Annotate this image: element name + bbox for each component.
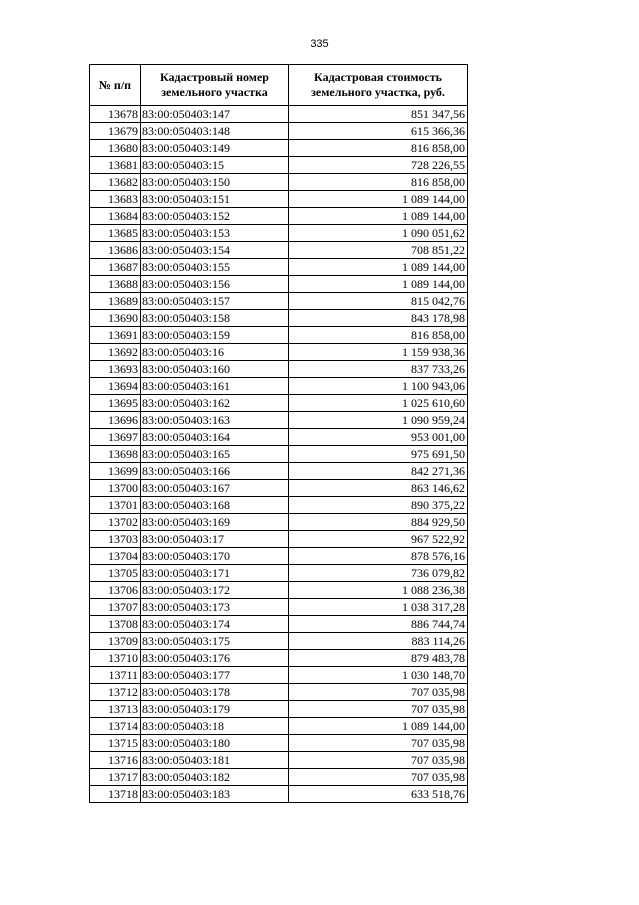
cadastral-number: 83:00:050403:162 — [141, 395, 289, 412]
table-row — [90, 395, 468, 412]
table-row — [90, 259, 468, 276]
row-number: 13690 — [90, 310, 141, 327]
cadastral-value: 890 375,22 — [289, 497, 468, 514]
cadastral-value: 1 089 144,00 — [289, 208, 468, 225]
cadastral-value: 736 079,82 — [289, 565, 468, 582]
row-number: 13697 — [90, 429, 141, 446]
cadastral-number: 83:00:050403:18 — [141, 718, 289, 735]
row-number: 13712 — [90, 684, 141, 701]
table-row — [90, 327, 468, 344]
table-row — [90, 497, 468, 514]
table-row — [90, 684, 468, 701]
cadastral-number: 83:00:050403:176 — [141, 650, 289, 667]
cadastral-number: 83:00:050403:179 — [141, 701, 289, 718]
row-number: 13695 — [90, 395, 141, 412]
cadastral-number: 83:00:050403:149 — [141, 140, 289, 157]
cadastral-number: 83:00:050403:171 — [141, 565, 289, 582]
cadastral-value: 1 089 144,00 — [289, 191, 468, 208]
cadastral-number: 83:00:050403:181 — [141, 752, 289, 769]
cadastral-value: 1 090 051,62 — [289, 225, 468, 242]
cadastral-value: 863 146,62 — [289, 480, 468, 497]
cadastral-value: 708 851,22 — [289, 242, 468, 259]
row-number: 13678 — [90, 106, 141, 123]
cadastral-number: 83:00:050403:177 — [141, 667, 289, 684]
row-number: 13696 — [90, 412, 141, 429]
table-row — [90, 463, 468, 480]
table-row — [90, 276, 468, 293]
row-number: 13701 — [90, 497, 141, 514]
cadastral-value: 837 733,26 — [289, 361, 468, 378]
table-row — [90, 514, 468, 531]
cadastral-number: 83:00:050403:166 — [141, 463, 289, 480]
row-number: 13683 — [90, 191, 141, 208]
cadastral-value: 883 114,26 — [289, 633, 468, 650]
cadastral-number: 83:00:050403:148 — [141, 123, 289, 140]
table-row — [90, 106, 468, 123]
row-number: 13692 — [90, 344, 141, 361]
row-number: 13689 — [90, 293, 141, 310]
table-row — [90, 667, 468, 684]
table-row — [90, 565, 468, 582]
cadastral-number: 83:00:050403:155 — [141, 259, 289, 276]
table-row — [90, 616, 468, 633]
cadastral-table — [89, 64, 468, 803]
row-number: 13703 — [90, 531, 141, 548]
cadastral-value: 728 226,55 — [289, 157, 468, 174]
cadastral-value: 953 001,00 — [289, 429, 468, 446]
cadastral-value: 707 035,98 — [289, 752, 468, 769]
cadastral-value: 1 100 943,06 — [289, 378, 468, 395]
cadastral-value: 1 025 610,60 — [289, 395, 468, 412]
header-cadastral-value: Кадастровая стоимость земельного участка, руб. — [289, 65, 468, 106]
cadastral-value: 707 035,98 — [289, 684, 468, 701]
cadastral-value: 1 089 144,00 — [289, 259, 468, 276]
cadastral-number: 83:00:050403:163 — [141, 412, 289, 429]
cadastral-number: 83:00:050403:183 — [141, 786, 289, 803]
table-row — [90, 718, 468, 735]
cadastral-number: 83:00:050403:150 — [141, 174, 289, 191]
row-number: 13707 — [90, 599, 141, 616]
table-row — [90, 480, 468, 497]
table-row — [90, 412, 468, 429]
table-row — [90, 633, 468, 650]
table-header-row — [90, 65, 468, 106]
row-number: 13704 — [90, 548, 141, 565]
cadastral-value: 1 159 938,36 — [289, 344, 468, 361]
row-number: 13700 — [90, 480, 141, 497]
cadastral-value: 842 271,36 — [289, 463, 468, 480]
cadastral-number: 83:00:050403:173 — [141, 599, 289, 616]
cadastral-value: 878 576,16 — [289, 548, 468, 565]
table-row — [90, 140, 468, 157]
table-row — [90, 531, 468, 548]
table-row — [90, 548, 468, 565]
cadastral-number: 83:00:050403:161 — [141, 378, 289, 395]
cadastral-value: 633 518,76 — [289, 786, 468, 803]
table-row — [90, 310, 468, 327]
cadastral-value: 851 347,56 — [289, 106, 468, 123]
cadastral-number: 83:00:050403:167 — [141, 480, 289, 497]
table-row — [90, 446, 468, 463]
row-number: 13713 — [90, 701, 141, 718]
cadastral-number: 83:00:050403:174 — [141, 616, 289, 633]
row-number: 13711 — [90, 667, 141, 684]
table-row — [90, 378, 468, 395]
row-number: 13717 — [90, 769, 141, 786]
cadastral-number: 83:00:050403:170 — [141, 548, 289, 565]
cadastral-number: 83:00:050403:165 — [141, 446, 289, 463]
table-row — [90, 242, 468, 259]
table-row — [90, 361, 468, 378]
cadastral-number: 83:00:050403:172 — [141, 582, 289, 599]
row-number: 13698 — [90, 446, 141, 463]
row-number: 13681 — [90, 157, 141, 174]
cadastral-value: 967 522,92 — [289, 531, 468, 548]
cadastral-number: 83:00:050403:180 — [141, 735, 289, 752]
table-row — [90, 157, 468, 174]
table-row — [90, 769, 468, 786]
cadastral-value: 1 038 317,28 — [289, 599, 468, 616]
row-number: 13715 — [90, 735, 141, 752]
cadastral-number: 83:00:050403:160 — [141, 361, 289, 378]
row-number: 13714 — [90, 718, 141, 735]
row-number: 13687 — [90, 259, 141, 276]
page-number: 335 — [310, 38, 329, 50]
cadastral-number: 83:00:050403:156 — [141, 276, 289, 293]
row-number: 13716 — [90, 752, 141, 769]
row-number: 13693 — [90, 361, 141, 378]
table-row — [90, 123, 468, 140]
cadastral-number: 83:00:050403:153 — [141, 225, 289, 242]
cadastral-number: 83:00:050403:182 — [141, 769, 289, 786]
row-number: 13708 — [90, 616, 141, 633]
table-row — [90, 225, 468, 242]
row-number: 13709 — [90, 633, 141, 650]
row-number: 13702 — [90, 514, 141, 531]
table-row — [90, 582, 468, 599]
cadastral-value: 816 858,00 — [289, 174, 468, 191]
cadastral-value: 843 178,98 — [289, 310, 468, 327]
cadastral-number: 83:00:050403:157 — [141, 293, 289, 310]
cadastral-number: 83:00:050403:15 — [141, 157, 289, 174]
cadastral-number: 83:00:050403:151 — [141, 191, 289, 208]
cadastral-value: 707 035,98 — [289, 701, 468, 718]
row-number: 13679 — [90, 123, 141, 140]
cadastral-number: 83:00:050403:169 — [141, 514, 289, 531]
cadastral-number: 83:00:050403:158 — [141, 310, 289, 327]
cadastral-value: 1 089 144,00 — [289, 718, 468, 735]
cadastral-value: 615 366,36 — [289, 123, 468, 140]
cadastral-number: 83:00:050403:168 — [141, 497, 289, 514]
table-row — [90, 344, 468, 361]
row-number: 13699 — [90, 463, 141, 480]
table-row — [90, 208, 468, 225]
table-row — [90, 752, 468, 769]
table-row — [90, 191, 468, 208]
cadastral-value: 886 744,74 — [289, 616, 468, 633]
cadastral-value: 707 035,98 — [289, 735, 468, 752]
cadastral-value: 975 691,50 — [289, 446, 468, 463]
row-number: 13688 — [90, 276, 141, 293]
cadastral-number: 83:00:050403:154 — [141, 242, 289, 259]
table-row — [90, 786, 468, 803]
row-number: 13686 — [90, 242, 141, 259]
table-row — [90, 599, 468, 616]
row-number: 13718 — [90, 786, 141, 803]
cadastral-number: 83:00:050403:17 — [141, 531, 289, 548]
cadastral-number: 83:00:050403:152 — [141, 208, 289, 225]
table-row — [90, 650, 468, 667]
cadastral-value: 884 929,50 — [289, 514, 468, 531]
table-body — [90, 106, 468, 803]
cadastral-value: 1 090 959,24 — [289, 412, 468, 429]
cadastral-value: 1 089 144,00 — [289, 276, 468, 293]
cadastral-value: 879 483,78 — [289, 650, 468, 667]
row-number: 13682 — [90, 174, 141, 191]
cadastral-number: 83:00:050403:175 — [141, 633, 289, 650]
cadastral-value: 816 858,00 — [289, 140, 468, 157]
row-number: 13705 — [90, 565, 141, 582]
cadastral-value: 815 042,76 — [289, 293, 468, 310]
table-row — [90, 701, 468, 718]
row-number: 13691 — [90, 327, 141, 344]
cadastral-number: 83:00:050403:147 — [141, 106, 289, 123]
row-number: 13694 — [90, 378, 141, 395]
cadastral-value: 816 858,00 — [289, 327, 468, 344]
table-row — [90, 174, 468, 191]
cadastral-value: 707 035,98 — [289, 769, 468, 786]
row-number: 13706 — [90, 582, 141, 599]
cadastral-number: 83:00:050403:164 — [141, 429, 289, 446]
table-row — [90, 293, 468, 310]
row-number: 13680 — [90, 140, 141, 157]
cadastral-number: 83:00:050403:178 — [141, 684, 289, 701]
table-row — [90, 429, 468, 446]
row-number: 13710 — [90, 650, 141, 667]
cadastral-number: 83:00:050403:159 — [141, 327, 289, 344]
cadastral-value: 1 030 148,70 — [289, 667, 468, 684]
header-cadastral-number: Кадастровый номер земельного участка — [141, 65, 289, 106]
row-number: 13684 — [90, 208, 141, 225]
table-row — [90, 735, 468, 752]
cadastral-value: 1 088 236,38 — [289, 582, 468, 599]
cadastral-number: 83:00:050403:16 — [141, 344, 289, 361]
header-number: № п/п — [90, 65, 141, 106]
row-number: 13685 — [90, 225, 141, 242]
